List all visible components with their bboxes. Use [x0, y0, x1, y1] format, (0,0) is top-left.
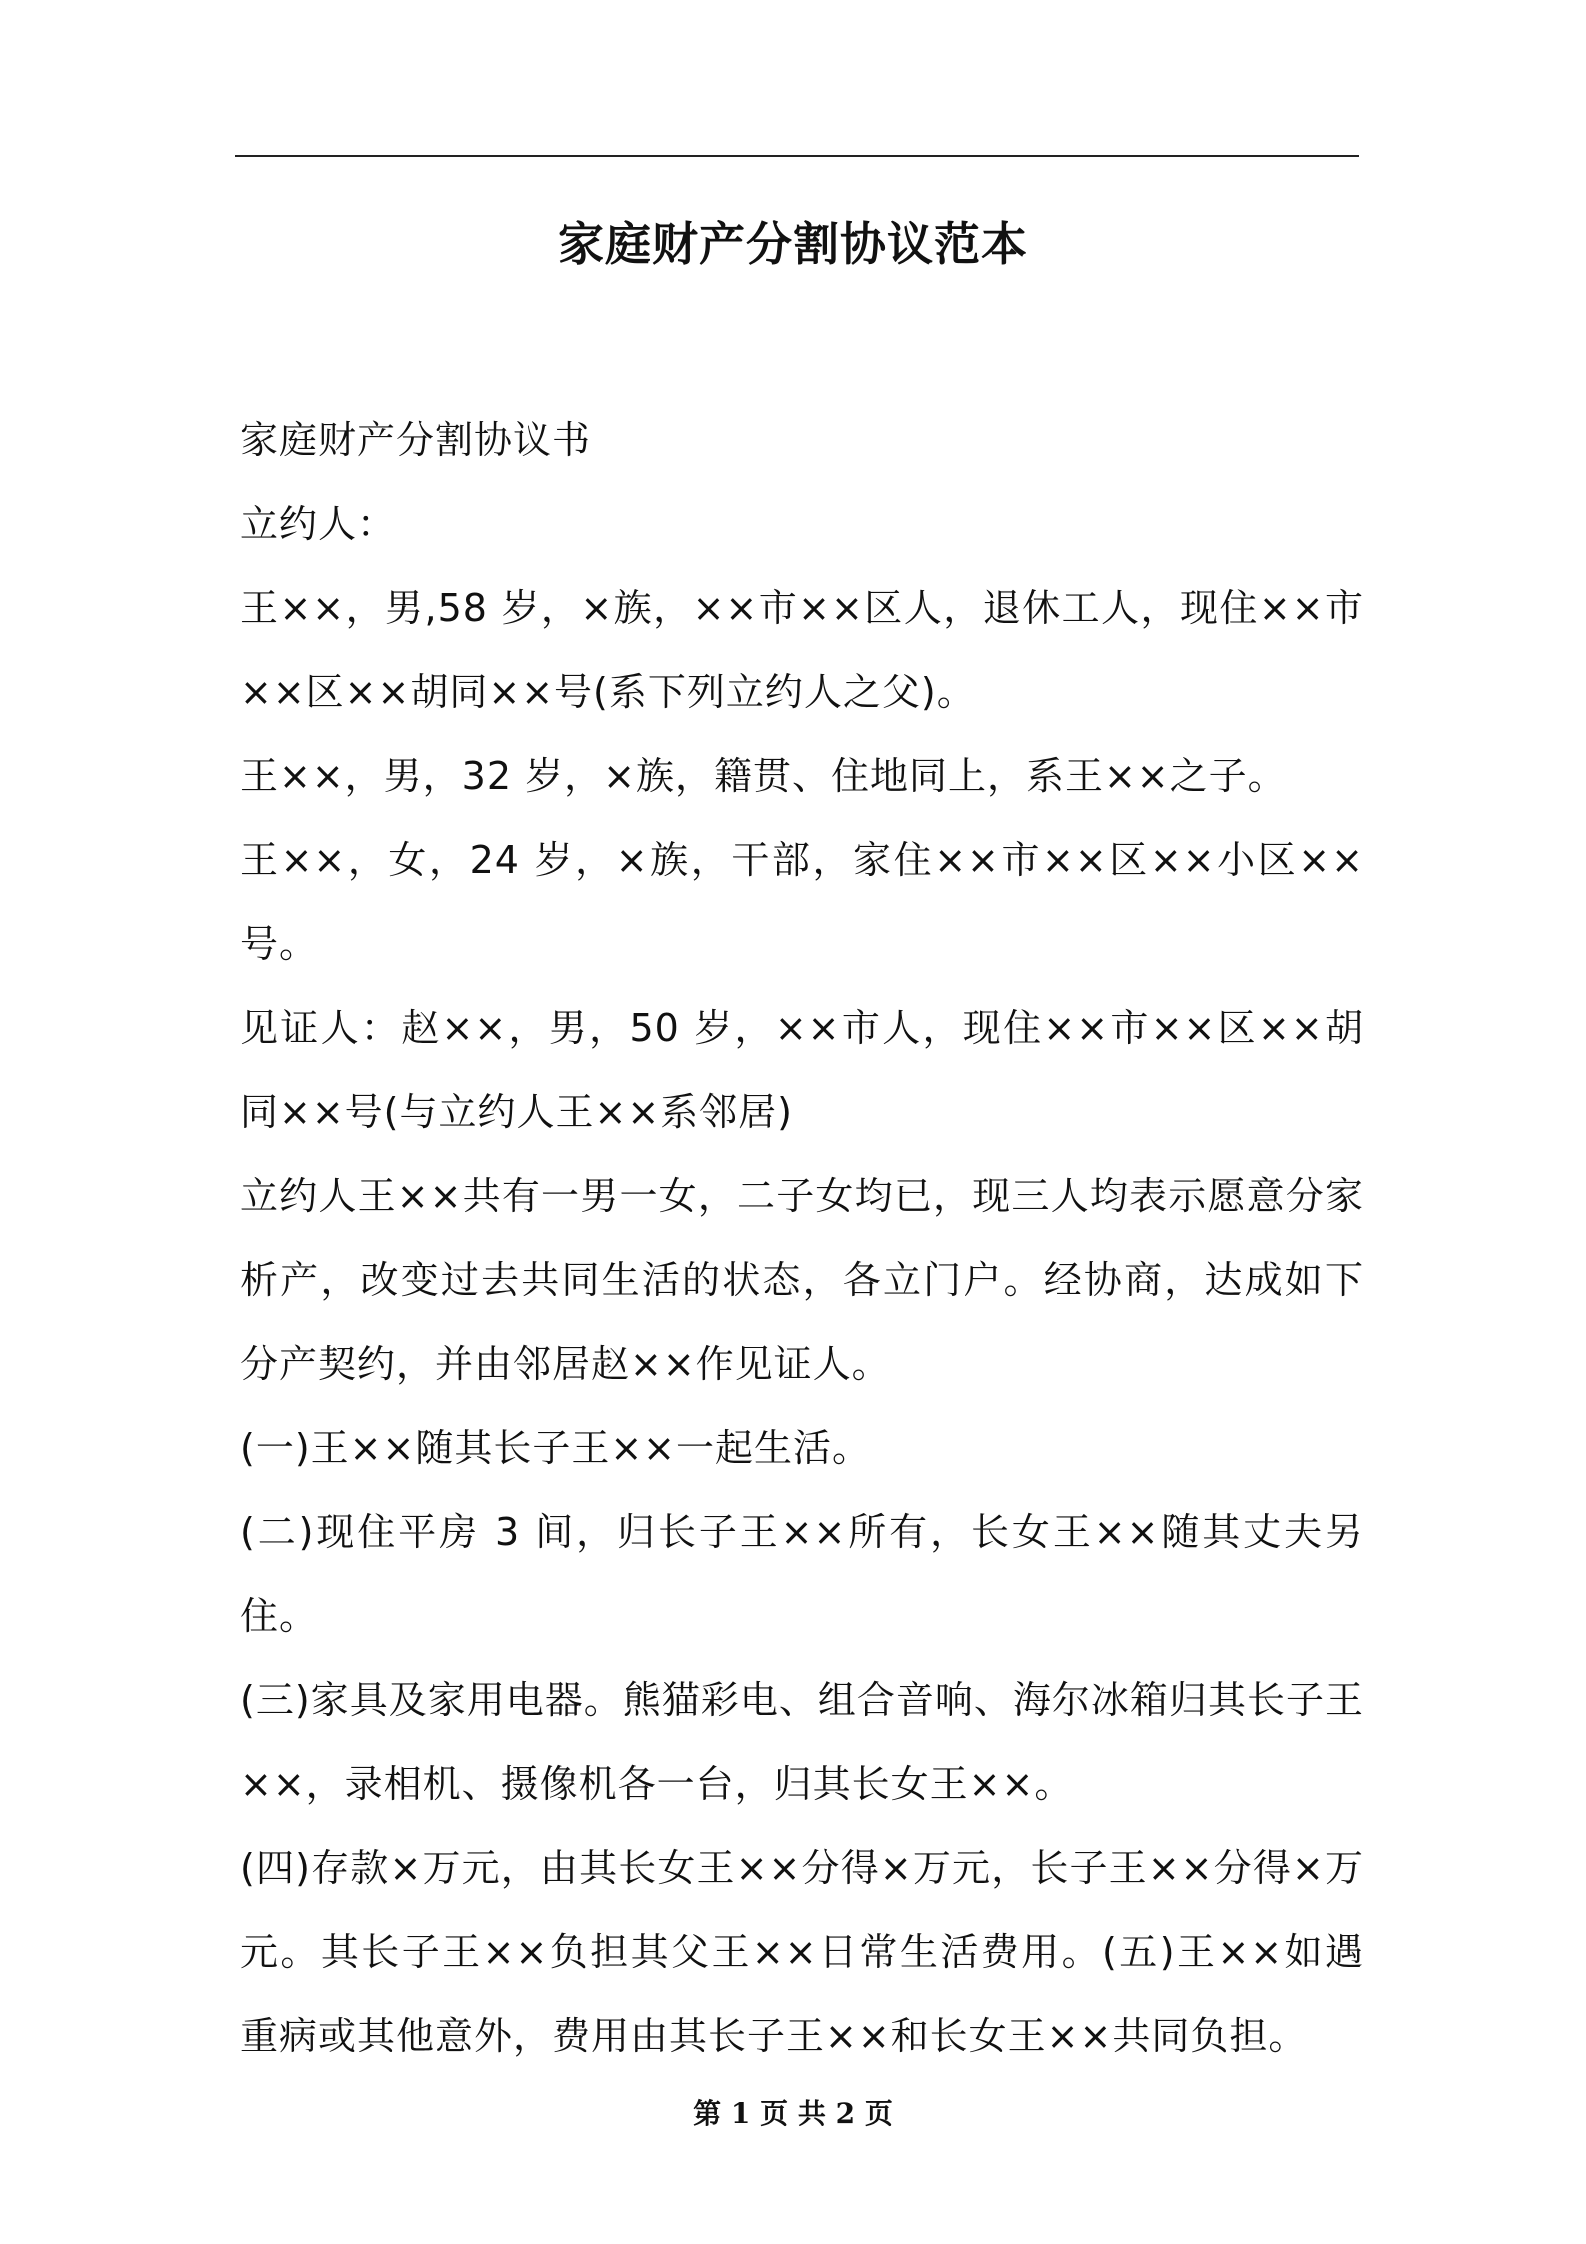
paragraph-clause-3: (三)家具及家用电器。熊猫彩电、组合音响、海尔冰箱归其长子王××，录相机、摄像机各一台，归其长女王××。 [240, 1678, 1364, 1806]
paragraph-witness: 见证人：赵××，男，50 岁，××市人，现住××市××区××胡同××号(与立约人王××系邻居) [240, 1006, 1364, 1134]
paragraph-parties-label: 立约人： [240, 502, 397, 546]
paragraph-party-daughter: 王××，女，24 岁，×族，干部，家住××市××区××小区××号。 [240, 838, 1364, 966]
paragraph-clause-2: (二)现住平房 3 间，归长子王××所有，长女王××随其丈夫另住。 [240, 1510, 1364, 1638]
document-title: 家庭财产分割协议范本 [558, 217, 1028, 271]
paragraph-party-father: 王××，男,58 岁，×族，××市××区人，退休工人，现住××市××区××胡同××号(系下列立约人之父)。 [240, 586, 1364, 714]
page-number: 第 1 页 共 2 页 [693, 2097, 893, 2130]
header-rule [235, 155, 1359, 157]
paragraph-clause-4-5: (四)存款×万元，由其长女王××分得×万元，长子王××分得×万元。其长子王××负担其父王××日常生活费用。(五)王××如遇重病或其他意外，费用由其长子王××和长女王××共同负担。 [240, 1846, 1364, 2058]
document-body [240, 398, 1364, 2078]
paragraph-party-son: 王××，男，32 岁，×族，籍贯、住地同上，系王××之子。 [240, 754, 1287, 798]
paragraph-preamble: 立约人王××共有一男一女，二子女均已，现三人均表示愿意分家析产，改变过去共同生活的状态，各立门户。经协商，达成如下分产契约，并由邻居赵××作见证人。 [240, 1174, 1364, 1386]
paragraph-heading: 家庭财产分割协议书 [240, 418, 592, 462]
paragraph-clause-1: (一)王××随其长子王××一起生活。 [240, 1426, 872, 1470]
